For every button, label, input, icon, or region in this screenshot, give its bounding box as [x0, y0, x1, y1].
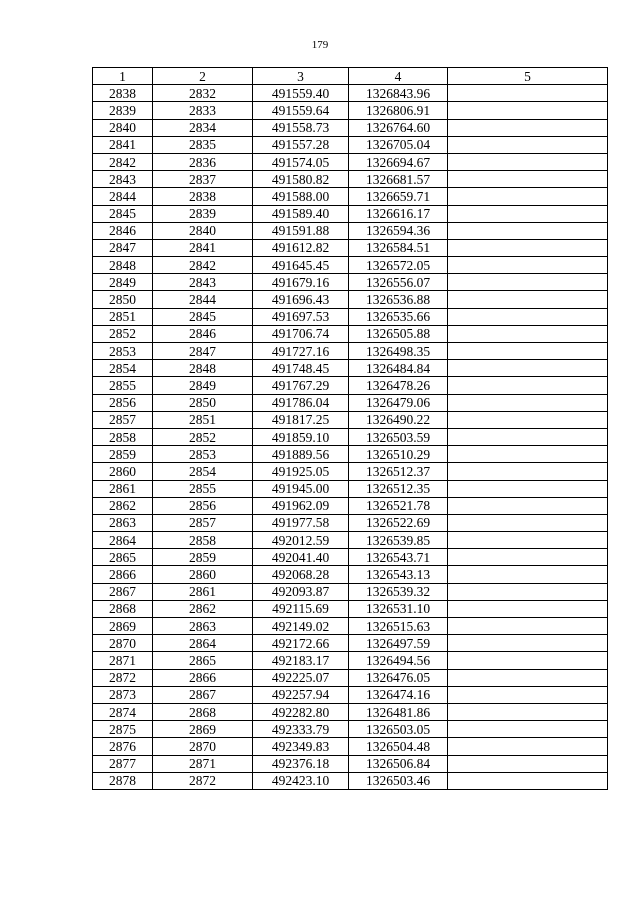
cell-y-coordinate: 1326494.56: [349, 652, 448, 669]
cell-point-number: 2845: [93, 205, 153, 222]
cell-note: [448, 222, 608, 239]
cell-x-coordinate: 491696.43: [253, 291, 349, 308]
cell-note: [448, 618, 608, 635]
cell-note: [448, 549, 608, 566]
cell-x-coordinate: 491645.45: [253, 257, 349, 274]
cell-old-number: 2849: [153, 377, 253, 394]
cell-x-coordinate: 491945.00: [253, 480, 349, 497]
cell-point-number: 2870: [93, 635, 153, 652]
cell-point-number: 2861: [93, 480, 153, 497]
cell-point-number: 2852: [93, 325, 153, 342]
cell-point-number: 2867: [93, 583, 153, 600]
cell-point-number: 2856: [93, 394, 153, 411]
cell-note: [448, 377, 608, 394]
table-row: [93, 480, 608, 497]
table-row: [93, 721, 608, 738]
cell-x-coordinate: 491589.40: [253, 205, 349, 222]
cell-note: [448, 772, 608, 789]
cell-note: [448, 188, 608, 205]
cell-note: [448, 514, 608, 531]
cell-point-number: 2839: [93, 102, 153, 119]
table-row: [93, 136, 608, 153]
cell-note: [448, 738, 608, 755]
cell-note: [448, 274, 608, 291]
table-row: [93, 635, 608, 652]
cell-y-coordinate: 1326510.29: [349, 446, 448, 463]
cell-x-coordinate: 491697.53: [253, 308, 349, 325]
cell-y-coordinate: 1326539.85: [349, 532, 448, 549]
cell-x-coordinate: 491574.05: [253, 153, 349, 170]
table-row: [93, 514, 608, 531]
column-header-2: 2: [153, 68, 253, 85]
cell-note: [448, 239, 608, 256]
cell-point-number: 2872: [93, 669, 153, 686]
cell-point-number: 2877: [93, 755, 153, 772]
cell-x-coordinate: 492115.69: [253, 600, 349, 617]
cell-y-coordinate: 1326503.59: [349, 428, 448, 445]
cell-point-number: 2860: [93, 463, 153, 480]
cell-old-number: 2855: [153, 480, 253, 497]
table-row: [93, 411, 608, 428]
cell-x-coordinate: 492093.87: [253, 583, 349, 600]
cell-note: [448, 600, 608, 617]
cell-y-coordinate: 1326681.57: [349, 171, 448, 188]
cell-y-coordinate: 1326512.35: [349, 480, 448, 497]
table-row: [93, 343, 608, 360]
cell-x-coordinate: 491580.82: [253, 171, 349, 188]
cell-point-number: 2842: [93, 153, 153, 170]
cell-y-coordinate: 1326531.10: [349, 600, 448, 617]
cell-old-number: 2851: [153, 411, 253, 428]
cell-x-coordinate: 492423.10: [253, 772, 349, 789]
table-row: [93, 171, 608, 188]
cell-x-coordinate: 491557.28: [253, 136, 349, 153]
cell-point-number: 2838: [93, 85, 153, 102]
cell-y-coordinate: 1326535.66: [349, 308, 448, 325]
table-row: [93, 549, 608, 566]
table-row: [93, 257, 608, 274]
cell-x-coordinate: 491588.00: [253, 188, 349, 205]
cell-x-coordinate: 491559.64: [253, 102, 349, 119]
table-row: [93, 102, 608, 119]
cell-point-number: 2857: [93, 411, 153, 428]
table-row: [93, 119, 608, 136]
cell-point-number: 2850: [93, 291, 153, 308]
cell-note: [448, 325, 608, 342]
cell-x-coordinate: 491558.73: [253, 119, 349, 136]
cell-y-coordinate: 1326522.69: [349, 514, 448, 531]
cell-point-number: 2868: [93, 600, 153, 617]
table-row: [93, 532, 608, 549]
cell-point-number: 2853: [93, 343, 153, 360]
cell-y-coordinate: 1326584.51: [349, 239, 448, 256]
cell-y-coordinate: 1326521.78: [349, 497, 448, 514]
cell-y-coordinate: 1326594.36: [349, 222, 448, 239]
table-row: [93, 222, 608, 239]
cell-x-coordinate: 491817.25: [253, 411, 349, 428]
cell-x-coordinate: 492225.07: [253, 669, 349, 686]
table-row: [93, 755, 608, 772]
cell-point-number: 2846: [93, 222, 153, 239]
table-row: [93, 153, 608, 170]
cell-x-coordinate: 491767.29: [253, 377, 349, 394]
table-row: [93, 703, 608, 720]
cell-old-number: 2852: [153, 428, 253, 445]
cell-old-number: 2863: [153, 618, 253, 635]
cell-note: [448, 532, 608, 549]
cell-note: [448, 721, 608, 738]
cell-x-coordinate: 492183.17: [253, 652, 349, 669]
cell-point-number: 2849: [93, 274, 153, 291]
cell-y-coordinate: 1326479.06: [349, 394, 448, 411]
cell-x-coordinate: 491727.16: [253, 343, 349, 360]
cell-point-number: 2878: [93, 772, 153, 789]
cell-point-number: 2855: [93, 377, 153, 394]
table-row: [93, 652, 608, 669]
cell-old-number: 2853: [153, 446, 253, 463]
table-row: [93, 772, 608, 789]
cell-old-number: 2861: [153, 583, 253, 600]
cell-y-coordinate: 1326806.91: [349, 102, 448, 119]
cell-point-number: 2876: [93, 738, 153, 755]
cell-y-coordinate: 1326474.16: [349, 686, 448, 703]
cell-old-number: 2839: [153, 205, 253, 222]
cell-note: [448, 85, 608, 102]
column-header-4: 4: [349, 68, 448, 85]
cell-old-number: 2850: [153, 394, 253, 411]
cell-note: [448, 291, 608, 308]
header-row: [93, 68, 608, 85]
cell-x-coordinate: 491962.09: [253, 497, 349, 514]
cell-y-coordinate: 1326478.26: [349, 377, 448, 394]
cell-y-coordinate: 1326490.22: [349, 411, 448, 428]
cell-y-coordinate: 1326539.32: [349, 583, 448, 600]
cell-note: [448, 686, 608, 703]
cell-point-number: 2869: [93, 618, 153, 635]
cell-old-number: 2844: [153, 291, 253, 308]
cell-point-number: 2851: [93, 308, 153, 325]
cell-y-coordinate: 1326616.17: [349, 205, 448, 222]
cell-y-coordinate: 1326764.60: [349, 119, 448, 136]
cell-point-number: 2859: [93, 446, 153, 463]
cell-point-number: 2875: [93, 721, 153, 738]
cell-old-number: 2842: [153, 257, 253, 274]
cell-point-number: 2854: [93, 360, 153, 377]
cell-point-number: 2843: [93, 171, 153, 188]
cell-note: [448, 497, 608, 514]
table-row: [93, 686, 608, 703]
cell-old-number: 2846: [153, 325, 253, 342]
cell-old-number: 2856: [153, 497, 253, 514]
cell-y-coordinate: 1326498.35: [349, 343, 448, 360]
cell-old-number: 2868: [153, 703, 253, 720]
cell-note: [448, 428, 608, 445]
cell-old-number: 2860: [153, 566, 253, 583]
cell-y-coordinate: 1326476.05: [349, 669, 448, 686]
cell-note: [448, 463, 608, 480]
cell-old-number: 2872: [153, 772, 253, 789]
cell-note: [448, 480, 608, 497]
cell-point-number: 2848: [93, 257, 153, 274]
cell-y-coordinate: 1326497.59: [349, 635, 448, 652]
table-row: [93, 274, 608, 291]
cell-x-coordinate: 492257.94: [253, 686, 349, 703]
cell-old-number: 2871: [153, 755, 253, 772]
table-row: [93, 738, 608, 755]
cell-y-coordinate: 1326503.05: [349, 721, 448, 738]
cell-note: [448, 308, 608, 325]
cell-x-coordinate: 491706.74: [253, 325, 349, 342]
cell-point-number: 2862: [93, 497, 153, 514]
cell-x-coordinate: 491859.10: [253, 428, 349, 445]
cell-note: [448, 343, 608, 360]
cell-old-number: 2869: [153, 721, 253, 738]
cell-x-coordinate: 492012.59: [253, 532, 349, 549]
cell-old-number: 2838: [153, 188, 253, 205]
table-row: [93, 377, 608, 394]
cell-note: [448, 257, 608, 274]
table-row: [93, 360, 608, 377]
table-header: [93, 68, 608, 85]
cell-y-coordinate: 1326512.37: [349, 463, 448, 480]
cell-point-number: 2841: [93, 136, 153, 153]
cell-point-number: 2874: [93, 703, 153, 720]
cell-old-number: 2834: [153, 119, 253, 136]
table-row: [93, 325, 608, 342]
table-row: [93, 308, 608, 325]
cell-note: [448, 394, 608, 411]
cell-x-coordinate: 491889.56: [253, 446, 349, 463]
cell-point-number: 2864: [93, 532, 153, 549]
cell-point-number: 2847: [93, 239, 153, 256]
cell-point-number: 2840: [93, 119, 153, 136]
cell-old-number: 2840: [153, 222, 253, 239]
cell-note: [448, 583, 608, 600]
cell-note: [448, 755, 608, 772]
cell-y-coordinate: 1326484.84: [349, 360, 448, 377]
cell-old-number: 2864: [153, 635, 253, 652]
cell-y-coordinate: 1326505.88: [349, 325, 448, 342]
cell-old-number: 2862: [153, 600, 253, 617]
cell-note: [448, 205, 608, 222]
cell-note: [448, 119, 608, 136]
cell-y-coordinate: 1326506.84: [349, 755, 448, 772]
table-row: [93, 291, 608, 308]
cell-point-number: 2866: [93, 566, 153, 583]
table-body: [93, 85, 608, 790]
column-header-1: 1: [93, 68, 153, 85]
cell-x-coordinate: 492068.28: [253, 566, 349, 583]
cell-y-coordinate: 1326503.46: [349, 772, 448, 789]
cell-old-number: 2854: [153, 463, 253, 480]
cell-y-coordinate: 1326543.71: [349, 549, 448, 566]
table-row: [93, 205, 608, 222]
cell-old-number: 2837: [153, 171, 253, 188]
cell-old-number: 2866: [153, 669, 253, 686]
column-header-5: 5: [448, 68, 608, 85]
cell-old-number: 2859: [153, 549, 253, 566]
cell-x-coordinate: 492333.79: [253, 721, 349, 738]
cell-x-coordinate: 491786.04: [253, 394, 349, 411]
cell-y-coordinate: 1326504.48: [349, 738, 448, 755]
table-row: [93, 188, 608, 205]
cell-y-coordinate: 1326481.86: [349, 703, 448, 720]
cell-old-number: 2848: [153, 360, 253, 377]
table-row: [93, 446, 608, 463]
cell-old-number: 2857: [153, 514, 253, 531]
cell-note: [448, 446, 608, 463]
cell-point-number: 2863: [93, 514, 153, 531]
cell-note: [448, 566, 608, 583]
cell-x-coordinate: 491612.82: [253, 239, 349, 256]
page-number: 179: [311, 39, 329, 51]
cell-note: [448, 652, 608, 669]
table-row: [93, 239, 608, 256]
cell-old-number: 2870: [153, 738, 253, 755]
cell-x-coordinate: 492282.80: [253, 703, 349, 720]
table-row: [93, 85, 608, 102]
cell-note: [448, 171, 608, 188]
table-row: [93, 600, 608, 617]
cell-note: [448, 703, 608, 720]
cell-x-coordinate: 491977.58: [253, 514, 349, 531]
cell-x-coordinate: 491591.88: [253, 222, 349, 239]
table-row: [93, 583, 608, 600]
cell-old-number: 2867: [153, 686, 253, 703]
table-row: [93, 669, 608, 686]
cell-x-coordinate: 492349.83: [253, 738, 349, 755]
cell-old-number: 2858: [153, 532, 253, 549]
table-row: [93, 463, 608, 480]
cell-y-coordinate: 1326556.07: [349, 274, 448, 291]
cell-y-coordinate: 1326543.13: [349, 566, 448, 583]
table-row: [93, 394, 608, 411]
cell-note: [448, 669, 608, 686]
cell-y-coordinate: 1326694.67: [349, 153, 448, 170]
table-row: [93, 566, 608, 583]
cell-x-coordinate: 491559.40: [253, 85, 349, 102]
cell-old-number: 2847: [153, 343, 253, 360]
cell-point-number: 2865: [93, 549, 153, 566]
coordinates-table: [92, 67, 608, 790]
cell-old-number: 2835: [153, 136, 253, 153]
cell-note: [448, 153, 608, 170]
cell-point-number: 2844: [93, 188, 153, 205]
cell-old-number: 2836: [153, 153, 253, 170]
cell-y-coordinate: 1326515.63: [349, 618, 448, 635]
cell-x-coordinate: 492041.40: [253, 549, 349, 566]
cell-x-coordinate: 492376.18: [253, 755, 349, 772]
cell-old-number: 2845: [153, 308, 253, 325]
cell-y-coordinate: 1326536.88: [349, 291, 448, 308]
cell-note: [448, 360, 608, 377]
cell-old-number: 2865: [153, 652, 253, 669]
cell-old-number: 2843: [153, 274, 253, 291]
table-row: [93, 618, 608, 635]
cell-x-coordinate: 492172.66: [253, 635, 349, 652]
cell-x-coordinate: 492149.02: [253, 618, 349, 635]
cell-y-coordinate: 1326572.05: [349, 257, 448, 274]
cell-old-number: 2841: [153, 239, 253, 256]
table-row: [93, 497, 608, 514]
cell-old-number: 2832: [153, 85, 253, 102]
column-header-3: 3: [253, 68, 349, 85]
table-row: [93, 428, 608, 445]
cell-note: [448, 136, 608, 153]
cell-x-coordinate: 491679.16: [253, 274, 349, 291]
cell-note: [448, 102, 608, 119]
cell-x-coordinate: 491748.45: [253, 360, 349, 377]
cell-y-coordinate: 1326843.96: [349, 85, 448, 102]
cell-point-number: 2858: [93, 428, 153, 445]
cell-old-number: 2833: [153, 102, 253, 119]
cell-x-coordinate: 491925.05: [253, 463, 349, 480]
cell-note: [448, 635, 608, 652]
cell-y-coordinate: 1326659.71: [349, 188, 448, 205]
cell-point-number: 2871: [93, 652, 153, 669]
cell-note: [448, 411, 608, 428]
cell-y-coordinate: 1326705.04: [349, 136, 448, 153]
cell-point-number: 2873: [93, 686, 153, 703]
